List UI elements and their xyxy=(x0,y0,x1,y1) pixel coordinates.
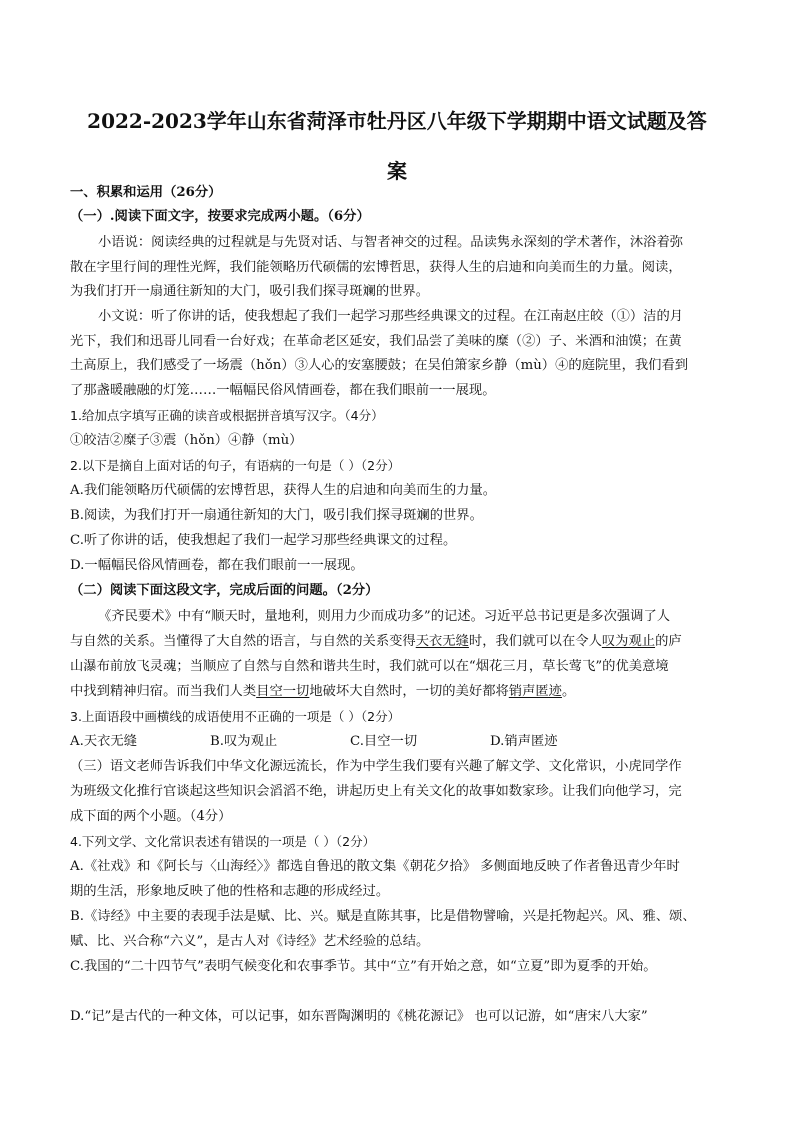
paragraph-3-line xyxy=(70,632,682,652)
paragraph-3-line: 《齐民要术》中有“顺天时，量地利，则用力少而成功多”的记述。习近平总书记更是多次强调了人 xyxy=(98,609,671,624)
paragraph-2-line: 光下，我们和迅哥儿同看一台好戏；在革命老区延安，我们品尝了美味的糜（②）子、米酒和油馍；在黄 xyxy=(70,334,682,349)
paragraph-1-line: 小语说：阅读经典的过程就是与先贤对话、与智者神交的过程。品读隽永深刻的学术著作，沐浴着弥 xyxy=(98,235,684,250)
paragraph-3-line: 山瀑布前放飞灵魂；当顺应了自然与自然和谐共生时，我们就可以在“烟花三月，草长莺飞”的优美意境 xyxy=(70,659,669,674)
question-4-option-b: B.《诗经》中主要的表现手法是赋、比、兴。赋是直陈其事，比是借物譬喻，兴是托物起兴。风、雅、颂、 xyxy=(70,909,696,924)
question-2-option-b: B.阅读，为我们打开一扇通往新知的大门，吸引我们探寻斑斓的世界。 xyxy=(70,508,483,523)
text-span: 时，我们就可以在令人 xyxy=(468,634,602,649)
paragraph-2-line: 小文说：听了你讲的话，使我想起了我们一起学习那些经典课文的过程。在江南赵庄皎（①）洁的月 xyxy=(98,309,684,324)
paragraph-2-line: 了那盏暖融融的灯笼……一幅幅民俗风情画卷，都在我们眼前一一展现。 xyxy=(70,383,496,398)
question-3-options xyxy=(70,732,670,752)
question-2: 2.以下是摘自上面对话的句子，有语病的一句是（ ）（2分） xyxy=(70,458,401,473)
question-3-option-b: B.叹为观止 xyxy=(210,734,278,749)
part-3-line: 成下面的两个小题。（4分） xyxy=(70,809,232,824)
paragraph-2-line: 土高原上，我们感受了一场震（hǒn）③人心的安塞腰鼓；在吴伯箫家乡静（mù）④的庭院里，我们看到 xyxy=(70,358,689,373)
question-3-option-d: D.销声匿迹 xyxy=(490,734,558,749)
text-span: 地破坏大自然时，一切的美好都将 xyxy=(309,684,509,699)
part-3-line: 为班级文化推行官谈起这些知识会滔滔不绝，讲起历史上有关文化的故事如数家珍。让我们向他学习，完 xyxy=(70,784,682,799)
part-2-heading: （二）阅读下面这段文字，完成后面的问题。（2分） xyxy=(70,583,379,598)
question-4-option-a: A.《社戏》和《阿长与〈山海经〉》都选自鲁迅的散文集《朝花夕拾》 多侧面地反映了作者鲁迅青少年时 xyxy=(70,859,680,874)
question-4-option-a-cont: 期的生活，形象地反映了他的性格和志趣的形成经过。 xyxy=(70,884,390,899)
text-span: 的庐 xyxy=(655,634,682,649)
text-span: 与自然的关系。当懂得了大自然的语言，与自然的关系变得 xyxy=(70,634,416,649)
text-span: 。 xyxy=(561,684,576,699)
question-2-option-c: C.听了你讲的话，使我想起了我们一起学习那些经典课文的过程。 xyxy=(70,533,457,548)
paragraph-3-line xyxy=(70,682,575,702)
question-4-option-b-cont: 赋、比、兴合称“六义”，是古人对《诗经》艺术经验的总结。 xyxy=(70,934,430,949)
paragraph-1-line: 散在字里行间的理性光辉，我们能领略历代硕儒的宏博哲思，获得人生的启迪和向美而生的力量。阅读， xyxy=(70,260,682,275)
question-3-option-a: A.天衣无缝 xyxy=(70,734,138,749)
underlined-idiom: 天衣无缝 xyxy=(415,634,469,649)
title-line-2: 案 xyxy=(387,159,407,183)
document-title xyxy=(40,96,754,196)
paragraph-1-line: 为我们打开一扇通往新知的大门，吸引我们探寻斑斓的世界。 xyxy=(70,284,430,299)
underlined-idiom: 叹为观止 xyxy=(601,634,656,649)
title-line-1: 2022-2023学年山东省菏泽市牡丹区八年级下学期期中语文试题及答 xyxy=(87,109,707,133)
question-4: 4.下列文学、文化常识表述有错误的一项是（ ）（2分） xyxy=(70,834,376,849)
question-1-items: ①皎洁②糜子③震（hǒn）④静（mù） xyxy=(70,433,303,448)
underlined-idiom: 目空一切 xyxy=(256,684,310,699)
text-span: 中找到精神归宿。而当我们人类 xyxy=(70,684,257,699)
part-1-heading: （一）.阅读下面文字，按要求完成两小题。（6分） xyxy=(70,209,370,224)
section-heading-1: 一、积累和运用（26分） xyxy=(70,185,222,200)
question-4-option-c: C.我国的“二十四节气”表明气候变化和农事季节。其中“立”有开始之意，如“立夏”即为夏季的开始。 xyxy=(70,959,657,974)
question-3: 3.上面语段中画横线的成语使用不正确的一项是（ ）（2分） xyxy=(70,709,401,724)
question-1: 1.给加点字填写正确的读音或根据拼音填写汉字。（4分） xyxy=(70,408,384,423)
part-3-line: （三）语文老师告诉我们中华文化源远流长，作为中学生我们要有兴趣了解文学、文化常识，小虎同学作 xyxy=(70,759,682,774)
underlined-idiom: 销声匿迹 xyxy=(508,684,562,699)
question-2-option-a: A.我们能领略历代硕儒的宏博哲思，获得人生的启迪和向美而生的力量。 xyxy=(70,483,497,498)
question-4-option-d: D.“记”是古代的一种文体，可以记事，如东晋陶渊明的《桃花源记》 也可以记游，如“唐宋八大家” xyxy=(70,1009,648,1024)
question-2-option-d: D.一幅幅民俗风情画卷，都在我们眼前一一展现。 xyxy=(70,558,364,573)
question-3-option-c: C.目空一切 xyxy=(350,734,418,749)
